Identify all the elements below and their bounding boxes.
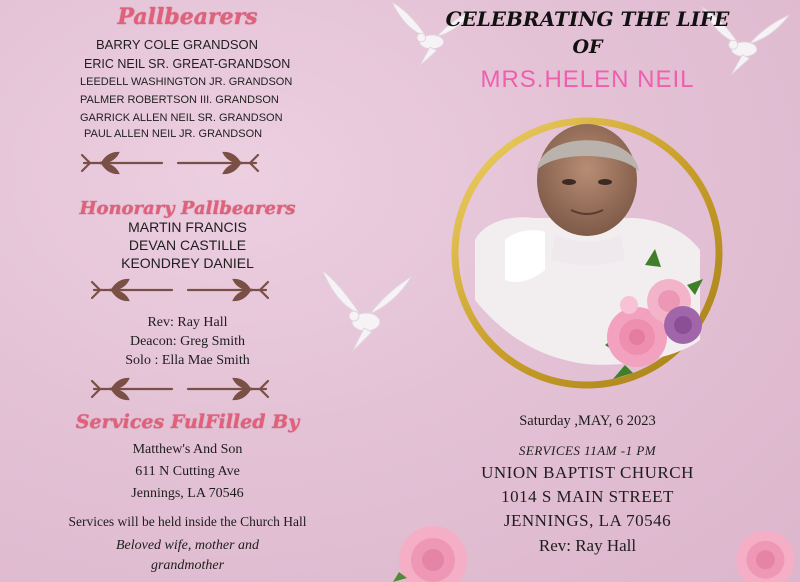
- church-name: UNION BAPTIST CHURCH: [481, 463, 694, 482]
- list-item: MARTIN FRANCIS: [128, 219, 247, 235]
- list-item: Deacon: Greg Smith: [129, 334, 246, 349]
- list-item: PAUL ALLEN NEIL JR. GRANDSON: [84, 128, 263, 140]
- deceased-name: MRS.HELEN NEIL: [480, 66, 695, 93]
- arrow-divider-1: [80, 148, 262, 178]
- pallbearers-list-3: [80, 73, 292, 127]
- pallbearers-list-1: [96, 36, 258, 54]
- funeral-home-info: [0, 439, 375, 505]
- rose-bouquet-icon: [595, 245, 707, 385]
- pallbearers-list-4: [84, 125, 262, 143]
- funeral-home-city: Jennings, LA 70546: [131, 486, 244, 501]
- funeral-home-name: Matthew's And Son: [132, 442, 243, 457]
- list-item: ERIC NEIL SR. GREAT-GRANDSON: [84, 57, 291, 71]
- rose-icon: [393, 520, 473, 582]
- church-city: JENNINGS, LA 70546: [503, 511, 672, 530]
- arrow-divider-2: [88, 275, 274, 305]
- list-item: PALMER ROBERTSON III. GRANDSON: [80, 94, 279, 106]
- list-item: KEONDREY DANIEL: [121, 255, 254, 271]
- list-item: BARRY COLE GRANDSON: [96, 37, 259, 52]
- list-item: Rev: Ray Hall: [147, 315, 228, 330]
- list-item: LEEDELL WASHINGTON JR. GRANDSON: [80, 76, 293, 88]
- heading-celebrating: CELEBRATING THE LIFE: [445, 7, 730, 31]
- left-panel: [0, 0, 375, 582]
- hall-note: Services will be held inside the Church Hall: [68, 514, 307, 529]
- list-item: Solo : Ella Mae Smith: [125, 353, 250, 368]
- service-date: Saturday ,MAY, 6 2023: [519, 413, 656, 429]
- right-panel: [375, 0, 800, 582]
- pallbearers-title: Pallbearers: [117, 4, 258, 30]
- church-street: 1014 S MAIN STREET: [501, 487, 674, 506]
- funeral-home-address: 611 N Cutting Ave: [135, 464, 240, 479]
- arrow-divider-3: [88, 374, 274, 404]
- officiating-rev: Rev: Ray Hall: [538, 536, 637, 555]
- pallbearers-list-2: [84, 55, 290, 73]
- tribute-line: grandmother: [150, 558, 225, 573]
- heading-of: OF: [572, 36, 603, 58]
- service-time: SERVICES 11AM -1 PM: [518, 443, 657, 458]
- services-fulfilled-title: Services FulFilled By: [75, 411, 300, 433]
- tribute-line: Beloved wife, mother and: [115, 538, 260, 553]
- honorary-pallbearers-title: Honorary Pallbearers: [79, 198, 296, 219]
- list-item: GARRICK ALLEN NEIL SR. GRANDSON: [80, 112, 283, 124]
- tribute: [0, 536, 375, 576]
- rose-icon: [731, 522, 800, 582]
- list-item: DEVAN CASTILLE: [128, 237, 247, 253]
